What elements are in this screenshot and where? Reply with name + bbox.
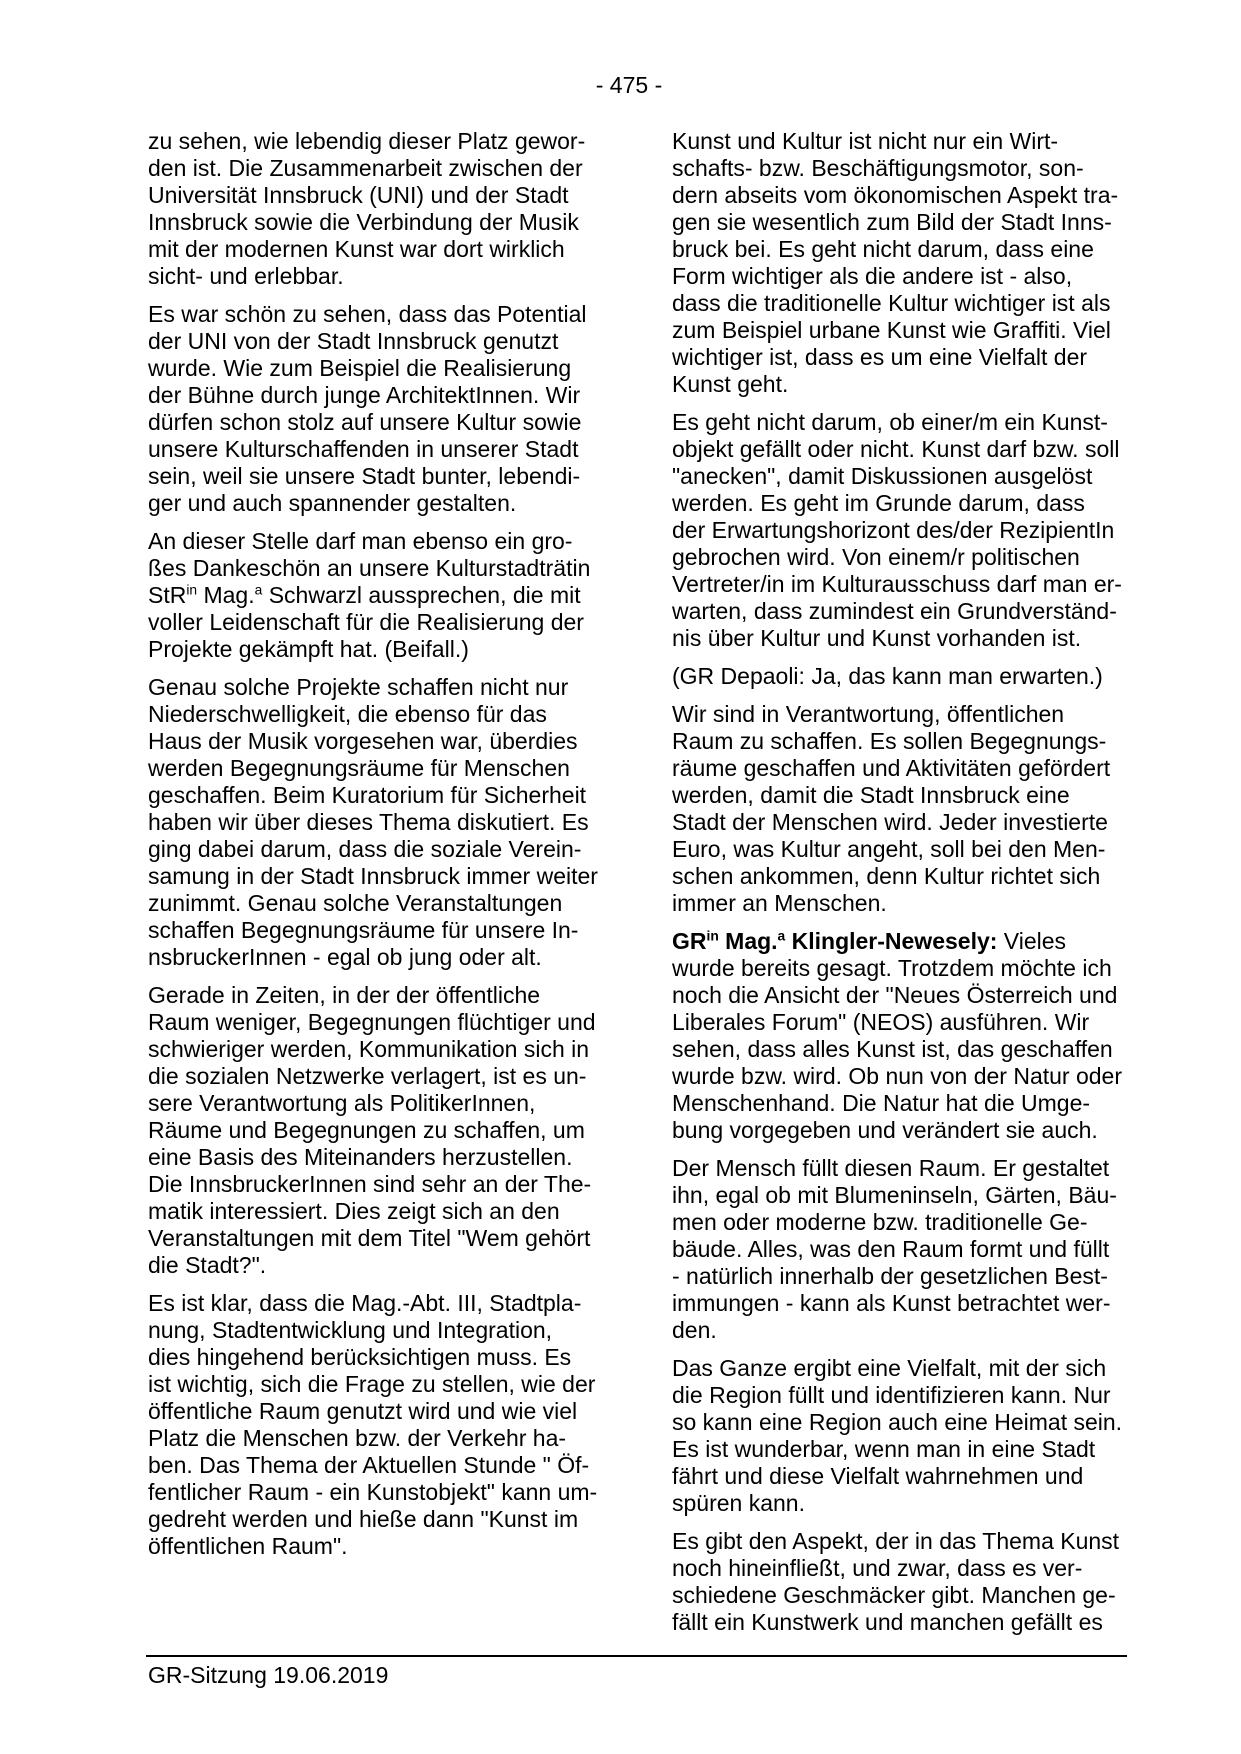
page-number: - 475 - bbox=[595, 72, 663, 98]
footer-session-label: GR-Sitzung 19.06.2019 bbox=[148, 1662, 389, 1688]
paragraph: (GR Depaoli: Ja, das kann man erwarten.) bbox=[672, 663, 1103, 689]
paragraph: $GR^{in}$ Mag.$^a$ Klingler-Newesely: Vieles wurde bereits gesagt. Trotzdem möchte ich noch die Ansicht der "Neues Österreich und Liberales Forum" (NEOS) ausführen. Wir sehen, dass alles Kunst ist, das geschaffen wurde bzw. wird. Ob nun von der Natur oder Menschenhand. Die Natur hat die Umge- bung vorgegeben und verändert sie auch. bbox=[672, 928, 1123, 1143]
paragraph: Der Mensch füllt diesen Raum. Er gestaltet ihn, egal ob mit Blumeninseln, Gärten, Bäu- men oder moderne bzw. traditionelle Ge- bäude. Alles, was den Raum formt und füllt - natürlich innerhalb der gesetzlichen Best- immungen - kann als Kunst betrachtet wer- den. bbox=[672, 1155, 1117, 1343]
paragraph: Gerade in Zeiten, in der der öffentliche Raum weniger, Begegnungen flüchtiger und schwieriger werden, Kommunikation sich in die sozialen Netzwerke verlagert, ist es un- sere Verantwortung als PolitikerInnen, Räume und Begegnungen zu schaffen, um eine Basis des Miteinanders herzustellen. Die InnsbruckerInnen sind sehr an der The- matik interessiert. Dies zeigt sich an den Veranstaltungen mit dem Titel "Wem gehört die Stadt?". bbox=[148, 982, 596, 1278]
footer-divider bbox=[146, 1655, 1127, 1657]
text-column-left bbox=[148, 128, 598, 1571]
paragraph: Es ist klar, dass die Mag.-Abt. III, Stadtpla- nung, Stadtentwicklung und Integration, dies hingehend berücksichtigen muss. Es ist wichtig, sich die Frage zu stellen, wie der öffentliche Raum genutzt wird und wie viel Platz die Menschen bzw. der Verkehr ha- ben. Das Thema der Aktuellen Stunde " Öf- fentlicher Raum - ein Kunstobjekt" kann um- gedreht werden und hieße dann "Kunst im öffentlichen Raum". bbox=[148, 1290, 598, 1559]
paragraph: zu sehen, wie lebendig dieser Platz gewor- den ist. Die Zusammenarbeit zwischen der Universität Innsbruck (UNI) und der Stadt Innsbruck sowie die Verbindung der Musik mit der modernen Kunst war dort wirklich sicht- und erlebbar. bbox=[148, 128, 586, 289]
two-column-text bbox=[148, 128, 1123, 1647]
paragraph: Kunst und Kultur ist nicht nur ein Wirt- schafts- bzw. Beschäftigungsmotor, son- dern abseits vom ökonomischen Aspekt tra- gen sie wesentlich zum Bild der Stadt Inns- bruck bei. Es geht nicht darum, dass eine Form wichtiger als die andere ist - also, dass die traditionelle Kultur wichtiger ist als zum Beispiel urbane Kunst wie Graffiti. Viel wichtiger ist, dass es um eine Vielfalt der Kunst geht. bbox=[672, 128, 1119, 397]
paragraph: Es war schön zu sehen, dass das Potential der UNI von der Stadt Innsbruck genutzt wurde. Wie zum Beispiel die Realisierung der Bühne durch junge ArchitektInnen. Wir dürfen schon stolz auf unsere Kultur sowie unsere Kulturschaffenden in unserer Stadt sein, weil sie unsere Stadt bunter, lebendi- ger und auch spannender gestalten. bbox=[148, 301, 587, 516]
paragraph: Wir sind in Verantwortung, öffentlichen Raum zu schaffen. Es sollen Begegnungs- räume geschaffen und Aktivitäten gefördert werden, damit die Stadt Innsbruck eine Stadt der Menschen wird. Jeder investierte Euro, was Kultur angeht, soll bei den Men- schen ankommen, denn Kultur richtet sich immer an Menschen. bbox=[672, 701, 1111, 916]
paragraph: Genau solche Projekte schaffen nicht nur Niederschwelligkeit, die ebenso für das Haus der Musik vorgesehen war, überdies werden Begegnungsräume für Menschen geschaffen. Beim Kuratorium für Sicherheit haben wir über dieses Thema diskutiert. Es ging dabei darum, dass die soziale Verein- samung in der Stadt Innsbruck immer weiter zunimmt. Genau solche Veranstaltungen schaffen Begegnungsräume für unsere In- nsbruckerInnen - egal ob jung oder alt. bbox=[148, 674, 598, 970]
paragraph: Es geht nicht darum, ob einer/m ein Kunst- objekt gefällt oder nicht. Kunst darf bzw. soll "anecken", damit Diskussionen ausgelöst werden. Es geht im Grunde darum, dass der Erwartungshorizont des/der RezipientIn gebrochen wird. Von einem/r politischen Vertreter/in im Kulturausschuss darf man er- warten, dass zumindest ein Grundverständ- nis über Kultur und Kunst vorhanden ist. bbox=[672, 409, 1122, 651]
paragraph: Es gibt den Aspekt, der in das Thema Kunst noch hineinfließt, und zwar, dass es ver- schiedene Geschmäcker gibt. Manchen ge- fällt ein Kunstwerk und manchen gefällt es bbox=[672, 1528, 1120, 1635]
text-column-right bbox=[672, 128, 1123, 1647]
paragraph: An dieser Stelle darf man ebenso ein gro- ßes Dankeschön an unsere Kulturstadträtin StR$^{in}$ Mag.$^a$ Schwarzl aussprechen, die mit voller Leidenschaft für die Realisierung der Projekte gekämpft hat. (Beifall.) bbox=[148, 528, 591, 662]
paragraph: Das Ganze ergibt eine Vielfalt, mit der sich die Region füllt und identifizieren kann. Nur so kann eine Region auch eine Heimat sein. Es ist wunderbar, wenn man in eine Stadt fährt und diese Vielfalt wahrnehmen und spüren kann. bbox=[672, 1355, 1123, 1516]
